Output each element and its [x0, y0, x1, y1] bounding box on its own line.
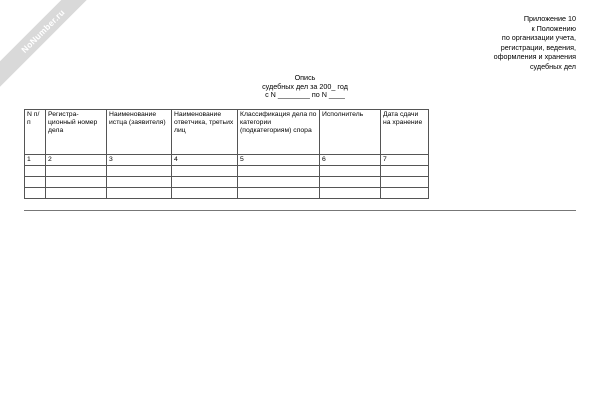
- column-number-cell: 4: [172, 155, 238, 166]
- header-cell: Классификация дела по категории (подкатегориям) спора: [238, 110, 320, 155]
- column-number-cell: 5: [238, 155, 320, 166]
- document-number-range: с N ________ по N ____: [265, 90, 345, 99]
- column-number-cell: 6: [320, 155, 381, 166]
- column-number-cell: 7: [381, 155, 429, 166]
- column-number-row: [25, 155, 429, 166]
- header-cell: Дата сдачи на хранение: [381, 110, 429, 155]
- document-title: Опись: [294, 73, 316, 82]
- watermark-ribbon: NoNumber.ru: [0, 0, 102, 90]
- table-cell: [320, 188, 381, 199]
- table-cell: [320, 177, 381, 188]
- table-cell: [238, 188, 320, 199]
- table-cell: [46, 188, 107, 199]
- table-cell: [107, 188, 172, 199]
- column-number-cell: 1: [25, 155, 46, 166]
- column-number-cell: 3: [107, 155, 172, 166]
- column-number-cell: 2: [46, 155, 107, 166]
- table-cell: [107, 166, 172, 177]
- table-row: [25, 166, 429, 177]
- appendix-line: по организации учета,: [501, 33, 576, 42]
- table-cell: [172, 188, 238, 199]
- header-cell: Регистра- ционный номер дела: [46, 110, 107, 155]
- table-cell: [320, 166, 381, 177]
- header-cell: Исполнитель: [320, 110, 381, 155]
- table-cell: [172, 166, 238, 177]
- appendix-note: [426, 14, 576, 71]
- table-cell: [238, 177, 320, 188]
- appendix-line: оформления и хранения: [493, 52, 576, 61]
- appendix-line: Приложение 10: [523, 14, 576, 23]
- table-cell: [172, 177, 238, 188]
- header-cell: Наименование ответчика, третьих лиц: [172, 110, 238, 155]
- table-row: [25, 177, 429, 188]
- table-cell: [381, 188, 429, 199]
- header-cell: N п/п: [25, 110, 46, 155]
- page-divider: [24, 210, 576, 211]
- table-cell: [25, 166, 46, 177]
- document-subtitle: судебных дел за 200_ год: [262, 81, 348, 91]
- table-cell: [46, 177, 107, 188]
- table-cell: [381, 177, 429, 188]
- table-cell: [25, 177, 46, 188]
- appendix-line: к Положению: [531, 23, 576, 33]
- table-cell: [238, 166, 320, 177]
- appendix-line: судебных дел: [529, 61, 576, 71]
- table-cell: [107, 177, 172, 188]
- document-heading: [210, 74, 400, 100]
- header-cell: Наименование истца (заявителя): [107, 110, 172, 155]
- inventory-table: [24, 109, 429, 199]
- table-cell: [25, 188, 46, 199]
- table-row: [25, 188, 429, 199]
- table-cell: [46, 166, 107, 177]
- table-header-row: [25, 110, 429, 155]
- table-cell: [381, 166, 429, 177]
- appendix-line: регистрации, ведения,: [500, 42, 576, 52]
